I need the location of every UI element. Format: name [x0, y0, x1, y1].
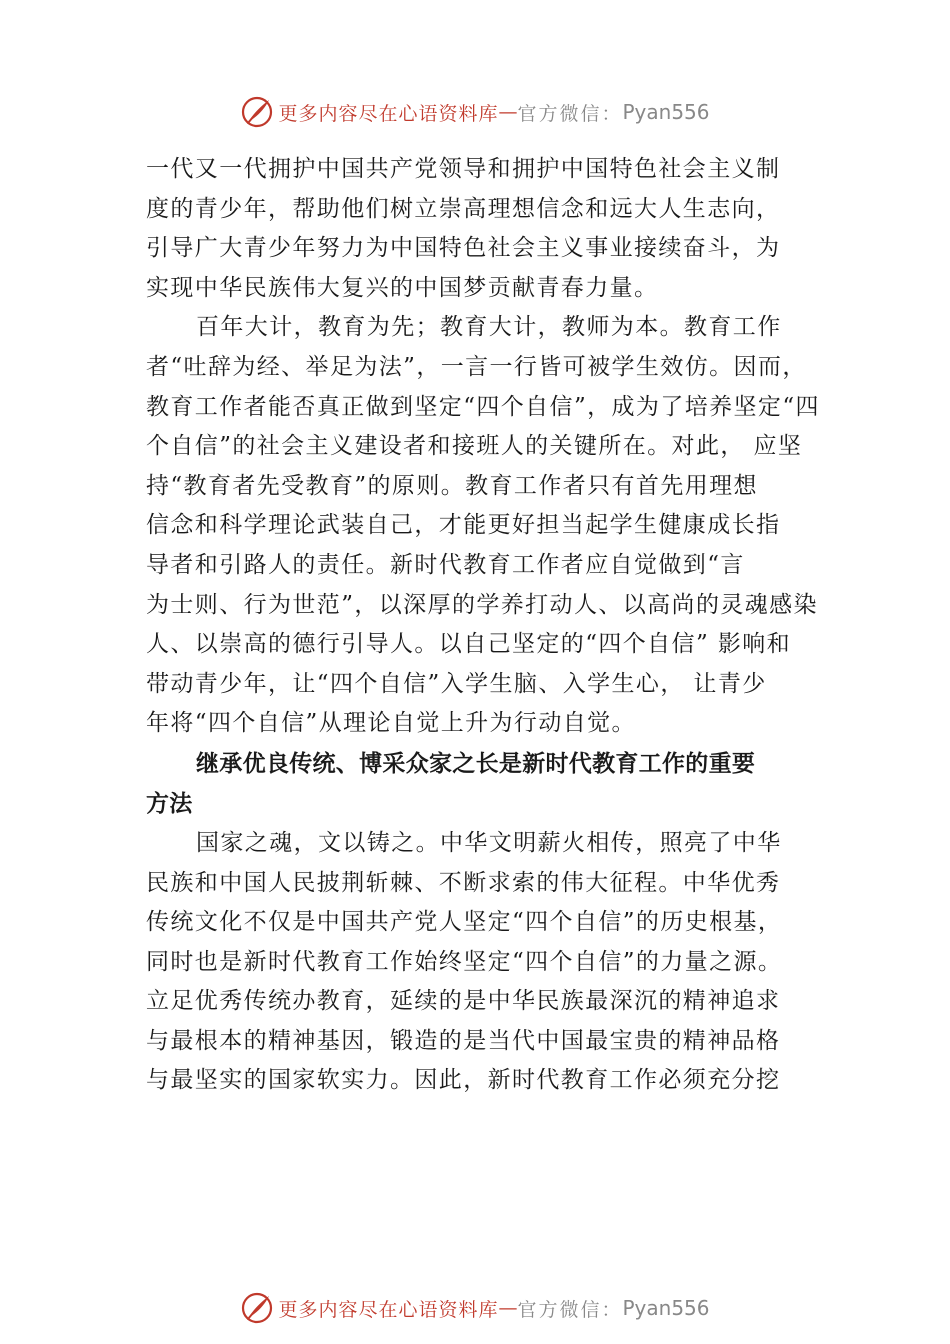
footer-label: 官方微信： [517, 1298, 623, 1321]
text-line: 为士则、行为世范”，以深厚的学养打动人、以高尚的灵魂感染 [146, 591, 818, 618]
paragraph-3 [146, 824, 836, 1101]
text-line: 带动青少年，让“四个自信”入学生脑、入学生心， 让青少 [146, 670, 767, 697]
header-label: 官方微信： [517, 102, 623, 125]
footer-dash: — [498, 1297, 518, 1319]
text-line: 个自信”的社会主义建设者和接班人的关键所在。对此， 应坚 [146, 433, 803, 460]
paragraph-2 [146, 308, 836, 744]
header-banner [0, 92, 950, 132]
text-line: 实现中华民族伟大复兴的中国梦贡献青春力量。 [146, 274, 659, 301]
text-line: 信念和科学理论武装自己，才能更好担当起学生健康成长指 [146, 512, 781, 539]
text-line: 教育工作者能否真正做到坚定“四个自信”，成为了培养坚定“四 [146, 393, 820, 420]
text-line: 导者和引路人的责任。新时代教育工作者应自觉做到“言 [146, 551, 745, 578]
text-line: 持“教育者先受教育”的原则。教育工作者只有首先用理想 [146, 472, 758, 499]
text-line: 度的青少年，帮助他们树立崇高理想信念和远大人生志向， [146, 195, 781, 222]
text-line: 一代又一代拥护中国共产党领导和拥护中国特色社会主义制 [146, 156, 781, 182]
document-body [146, 150, 836, 1101]
text-line: 百年大计，教育为先；教育大计，教师为本。教育工作 [196, 314, 782, 341]
quill-logo-icon [240, 1291, 274, 1325]
quill-logo-icon [240, 95, 274, 129]
text-line: 民族和中国人民披荆斩棘、不断求索的伟大征程。中华优秀 [146, 869, 781, 896]
header-wechat-id: Pyan556 [622, 100, 710, 124]
text-line: 与最坚实的国家软实力。因此，新时代教育工作必须充分挖 [146, 1067, 781, 1094]
text-line: 年将“四个自信”从理论自觉上升为行动自觉。 [146, 710, 636, 737]
heading-line: 方法 [146, 790, 193, 817]
footer-banner [0, 1288, 950, 1328]
heading-line: 继承优良传统、博采众家之长是新时代教育工作的重要 [196, 750, 756, 777]
text-line: 与最根本的精神基因，锻造的是当代中国最宝贵的精神品格 [146, 1027, 781, 1054]
footer-wechat-id: Pyan556 [622, 1296, 710, 1320]
text-line: 人、以崇高的德行引导人。以自己坚定的“四个自信” 影响和 [146, 631, 792, 658]
text-line: 引导广大青少年努力为中国特色社会主义事业接续奋斗，为 [146, 235, 781, 262]
header-site-text: 更多内容尽在心语资料库 [278, 102, 499, 125]
text-line: 国家之魂，文以铸之。中华文明薪火相传，照亮了中华 [196, 829, 782, 856]
text-line: 者“吐辞为经、举足为法”，一言一行皆可被学生效仿。因而， [146, 353, 807, 380]
text-line: 传统文化不仅是中国共产党人坚定“四个自信”的历史根基， [146, 909, 783, 936]
text-line: 立足优秀传统办教育，延续的是中华民族最深沉的精神追求 [146, 988, 781, 1015]
paragraph-1 [146, 150, 836, 308]
header-dash: — [498, 101, 518, 123]
footer-site-text: 更多内容尽在心语资料库 [278, 1298, 499, 1321]
text-line: 同时也是新时代教育工作始终坚定“四个自信”的力量之源。 [146, 948, 783, 975]
section-heading [146, 744, 836, 824]
